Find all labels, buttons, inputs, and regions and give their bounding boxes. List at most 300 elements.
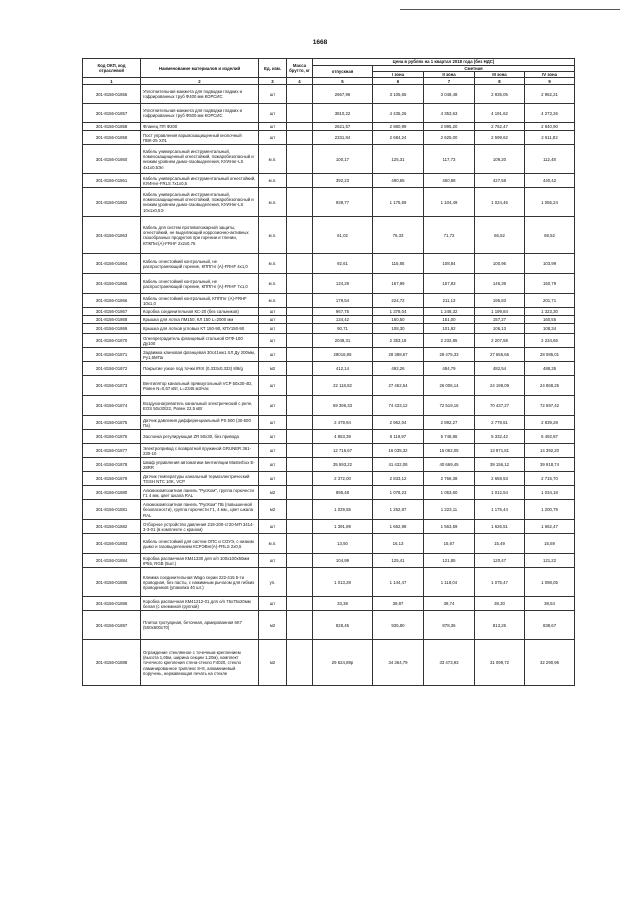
row-name: Шкаф управления автоматики вентиляции Masterbox E-28RR: [141, 458, 259, 472]
table-body: [83, 85, 575, 686]
table-row: [83, 458, 575, 472]
row-mass: [287, 444, 313, 458]
row-price-zone-4: 15,59: [525, 534, 575, 554]
row-unit: шт: [259, 334, 287, 348]
row-mass: [287, 348, 313, 362]
row-price-zone-3: 1 024,46: [475, 188, 525, 217]
header-zone-3: III зона: [475, 72, 525, 78]
row-mass: [287, 104, 313, 123]
header-name: Наименование материалов и изделий: [141, 59, 259, 78]
row-price-zone-4: 440,42: [525, 174, 575, 188]
row-price-otpusk: 69 396,33: [313, 396, 373, 416]
row-price-otpusk: 2621,57: [313, 123, 373, 131]
header-smetnaya: Сметная: [373, 66, 575, 72]
col-index: 2: [141, 78, 259, 85]
row-price-zone-1: 2 684,24: [373, 131, 424, 145]
row-mass: [287, 458, 313, 472]
row-name: Алюмокомпозитная панель "РусКом" ПБ (повышенной безопасности), группа горючести Г1, 4 мм., цвет шкала RAL: [141, 500, 259, 520]
col-index: 3: [259, 78, 287, 85]
row-price-zone-2: 2 895,20: [424, 123, 475, 131]
row-price-zone-4: 488,35: [525, 362, 575, 376]
table-row: [83, 145, 575, 174]
row-price-zone-4: 108,34: [525, 324, 575, 334]
row-name: Алюмокомпозитная панель "РусКом", группа горючести Г1 4 мм, цвет шкала RAL: [141, 486, 259, 500]
row-price-otpusk: 33,38: [313, 597, 373, 611]
row-code: 301-8156-01876: [83, 430, 141, 444]
row-mass: [287, 362, 313, 376]
row-code: 301-8156-01864: [83, 254, 141, 274]
row-unit: м.п.: [259, 188, 287, 217]
row-unit: шт: [259, 554, 287, 568]
row-price-zone-3: 482,54: [475, 362, 525, 376]
row-price-zone-3: 1 199,84: [475, 308, 525, 316]
row-mass: [287, 486, 313, 500]
row-price-zone-1: 29 388,67: [373, 348, 424, 362]
row-price-zone-2: 1 223,11: [424, 500, 475, 520]
row-price-zone-4: 121,22: [525, 554, 575, 568]
row-price-zone-2: 5 748,86: [424, 430, 475, 444]
row-price-zone-3: 106,13: [475, 324, 525, 334]
row-mass: [287, 568, 313, 597]
row-name: Заслонка регулирующая ZR 50х30, без привода: [141, 430, 259, 444]
row-name: Крышка для лотка ЛМ150, КЛ 150 L=2000 мм: [141, 316, 259, 324]
row-name: Кабель универсальный инструментальный огнестойкий, КУИНнг-FRLS 7х1х0,5: [141, 174, 259, 188]
row-mass: [287, 500, 313, 520]
row-unit: шт: [259, 376, 287, 396]
row-unit: м.п.: [259, 274, 287, 294]
row-price-zone-1: 2 962,04: [373, 416, 424, 430]
row-unit: м2: [259, 640, 287, 686]
row-price-zone-2: 2 766,38: [424, 472, 475, 486]
row-price-otpusk: 2331,84: [313, 131, 373, 145]
row-name: Электропривод с возвратной пружиной GRUNER 361-230-10: [141, 444, 259, 458]
row-price-zone-2: 1 118,04: [424, 568, 475, 597]
row-price-otpusk: 2 479,94: [313, 416, 373, 430]
row-code: 301-8156-01863: [83, 217, 141, 254]
row-price-otpusk: 1 029,55: [313, 500, 373, 520]
row-price-zone-2: 121,85: [424, 554, 475, 568]
row-unit: шт: [259, 85, 287, 104]
row-mass: [287, 416, 313, 430]
row-price-zone-2: 72 519,16: [424, 396, 475, 416]
row-mass: [287, 334, 313, 348]
row-price-zone-2: 4 353,63: [424, 104, 475, 123]
col-index: 6: [373, 78, 424, 85]
row-unit: шт: [259, 472, 287, 486]
row-price-zone-4: 160,55: [525, 316, 575, 324]
row-price-zone-1: 115,85: [373, 254, 424, 274]
row-name: Покрытие узкое под точки IRIX (0,333х0,333) 8/8/g: [141, 362, 259, 376]
row-price-zone-3: 2 599,62: [475, 131, 525, 145]
row-price-zone-4: 150,79: [525, 274, 575, 294]
table-row: [83, 131, 575, 145]
row-price-otpusk: 104,99: [313, 554, 373, 568]
row-name: Уплотнительная манжета для подводки гладких и гофрированных труб Ф400 мм КОРСИС: [141, 85, 259, 104]
row-price-zone-2: 40 669,45: [424, 458, 475, 472]
row-unit: шт: [259, 430, 287, 444]
row-code: 301-8156-01878: [83, 458, 141, 472]
row-price-zone-4: 1 662,47: [525, 520, 575, 534]
row-price-otpusk: 179,54: [313, 294, 373, 308]
row-price-zone-2: 2 892,27: [424, 416, 475, 430]
row-unit: м2: [259, 500, 287, 520]
col-index: 7: [424, 78, 475, 85]
row-code: 301-8156-01861: [83, 174, 141, 188]
row-price-zone-1: 1 252,87: [373, 500, 424, 520]
row-name: Датчик давления дифференциальный PS 500 (30-500 Па): [141, 416, 259, 430]
row-code: 301-8156-01860: [83, 145, 141, 174]
row-unit: шт: [259, 348, 287, 362]
row-unit: м2: [259, 486, 287, 500]
page-number: 1668: [312, 39, 328, 46]
col-index: 1: [83, 78, 141, 85]
row-price-zone-3: 5 332,42: [475, 430, 525, 444]
row-mass: [287, 188, 313, 217]
row-price-zone-3: 2 659,53: [475, 472, 525, 486]
row-name: Кабель огнестойкий контрольный, не распространяющий горение, КППГнг (А)-FRHF 4х1,0: [141, 254, 259, 274]
row-price-zone-1: 490,65: [373, 174, 424, 188]
row-code: 301-8156-01856: [83, 85, 141, 104]
row-name: Отборное устройство давления 218-200-ст20-МП 3414-3-3-01 (в комплекте с краном): [141, 520, 259, 534]
table-row: [83, 597, 575, 611]
row-name: Кабель огнестойкий контрольный, не распространяющий горение, КППГнг (А)-FRHF 7х1,0: [141, 274, 259, 294]
row-price-zone-4: 1 323,30: [525, 308, 575, 316]
row-mass: [287, 376, 313, 396]
row-price-zone-1: 125,41: [373, 554, 424, 568]
table-row: [83, 611, 575, 640]
row-price-zone-3: 1 075,47: [475, 568, 525, 597]
table-row: [83, 500, 575, 520]
row-price-zone-2: 460,98: [424, 174, 475, 188]
row-price-zone-1: 27 462,54: [373, 376, 424, 396]
table-row: [83, 568, 575, 597]
table-row: [83, 640, 575, 686]
row-code: 301-8156-01871: [83, 348, 141, 362]
row-name: Фланец ПП Ф200: [141, 123, 259, 131]
col-index: 8: [475, 78, 525, 85]
row-price-zone-4: 1 098,05: [525, 568, 575, 597]
row-name: Вентилятор канальный прямоугольный VCP 50х30-4D, Ровен N=0,67 кВт, L=2345 м3/час: [141, 376, 259, 396]
row-mass: [287, 123, 313, 131]
row-price-zone-3: 1 175,44: [475, 500, 525, 520]
row-price-zone-4: 2 715,70: [525, 472, 575, 486]
table-row: [83, 486, 575, 500]
row-code: 301-8156-01884: [83, 554, 141, 568]
row-price-zone-4: 2 234,65: [525, 334, 575, 348]
row-price-otpusk: 412,14: [313, 362, 373, 376]
row-price-otpusk: 92,61: [313, 254, 373, 274]
row-price-zone-3: 2 207,58: [475, 334, 525, 348]
row-code: 301-8156-01868: [83, 316, 141, 324]
row-price-zone-4: 72 697,42: [525, 396, 575, 416]
row-unit: м.п.: [259, 254, 287, 274]
header-code: Код ОКП, код отраслевой: [83, 59, 141, 78]
row-name: Огнепреградитель фланцевый стальной ОГФ-100 Ду100: [141, 334, 259, 348]
row-price-zone-2: 28 475,33: [424, 348, 475, 362]
row-price-otpusk: 22 118,82: [313, 376, 373, 396]
row-unit: уп.: [259, 568, 287, 597]
row-code: 301-8156-01869: [83, 324, 141, 334]
row-name: Задвижка клиновая фланцевая 30с41нж1 ХЛ Ду 200мм, Ру1,6МПа: [141, 348, 259, 362]
header-zone-4: IV зона: [525, 72, 575, 78]
row-mass: [287, 217, 313, 254]
row-price-zone-1: 16 035,32: [373, 444, 424, 458]
row-code: 301-8156-01874: [83, 396, 141, 416]
row-code: 301-8156-01862: [83, 188, 141, 217]
row-unit: шт: [259, 444, 287, 458]
table-row: [83, 274, 575, 294]
row-code: 301-8156-01859: [83, 131, 141, 145]
row-price-zone-1: 4 435,26: [373, 104, 424, 123]
row-unit: м.п.: [259, 534, 287, 554]
row-code: 301-8156-01857: [83, 104, 141, 123]
row-price-zone-3: 195,83: [475, 294, 525, 308]
table-row: [83, 396, 575, 416]
row-price-zone-4: 24 868,25: [525, 376, 575, 396]
row-price-zone-1: 16,13: [373, 534, 424, 554]
row-price-otpusk: 967,75: [313, 308, 373, 316]
row-price-otpusk: 100,17: [313, 145, 373, 174]
row-price-zone-3: 66,52: [475, 217, 525, 254]
row-name: Кабель для систем противопожарной защиты, огнестойкий, не выделяющий коррозионно-активных газообразных продуктов при горении и тлении, КПКПнг(А)-FRHF 2х2х0,75: [141, 217, 259, 254]
header-price: Цена в рублях на 1 квартал 2018 года (без НДС): [313, 59, 575, 66]
row-price-zone-1: 1 144,47: [373, 568, 424, 597]
column-index-row: [83, 78, 575, 85]
row-unit: шт: [259, 131, 287, 145]
row-name: Коробка распаечная КМ41330 для о/п 100х100х50мм IP55, RGB (5шт.): [141, 554, 259, 568]
row-code: 301-8156-01888: [83, 640, 141, 686]
row-price-zone-3: 813,26: [475, 611, 525, 640]
row-price-zone-4: 2 840,90: [525, 123, 575, 131]
row-unit: м.п.: [259, 294, 287, 308]
row-price-zone-1: 41 432,08: [373, 458, 424, 472]
row-price-zone-3: 15,49: [475, 534, 525, 554]
row-price-zone-1: 3 105,65: [373, 85, 424, 104]
row-name: Воздухонагреватель канальный электрический с реле, EOS 50х30/22, Ровен 22,5 кВт: [141, 396, 259, 416]
row-price-zone-2: 117,73: [424, 145, 475, 174]
row-price-otpusk: 90,71: [313, 324, 373, 334]
row-code: 301-8156-01887: [83, 611, 141, 640]
row-price-zone-3: 1 626,51: [475, 520, 525, 534]
row-price-zone-2: 151,00: [424, 316, 475, 324]
row-mass: [287, 534, 313, 554]
row-unit: м.п.: [259, 174, 287, 188]
row-price-zone-1: 34 364,79: [373, 640, 424, 686]
row-price-zone-1: 1 078,23: [373, 486, 424, 500]
row-price-zone-1: 167,99: [373, 274, 424, 294]
table-row: [83, 308, 575, 316]
row-unit: м2: [259, 362, 287, 376]
row-mass: [287, 254, 313, 274]
row-name: Коробка распаечная КМ41212-01 для о/п 75х75х20мм белая (с клеммной группой): [141, 597, 259, 611]
table-row: [83, 416, 575, 430]
row-unit: шт: [259, 458, 287, 472]
row-code: 301-8156-01883: [83, 534, 141, 554]
row-price-zone-1: 1 175,59: [373, 188, 424, 217]
row-price-zone-3: 27 655,66: [475, 348, 525, 362]
row-price-zone-1: 1 662,98: [373, 520, 424, 534]
row-price-zone-2: 157,83: [424, 274, 475, 294]
row-price-otpusk: 2048,31: [313, 334, 373, 348]
row-price-otpusk: 61,02: [313, 217, 373, 254]
row-name: Уплотнительная манжета для подводки гладких и гофрированных труб Ф500 мм КОРСИС: [141, 104, 259, 123]
table-row: [83, 104, 575, 123]
row-price-zone-3: 2 779,51: [475, 416, 525, 430]
row-price-otpusk: 4 853,39: [313, 430, 373, 444]
table-row: [83, 362, 575, 376]
row-mass: [287, 324, 313, 334]
row-mass: [287, 145, 313, 174]
row-price-zone-2: 26 006,14: [424, 376, 475, 396]
row-name: Кабель огнестойкий контрольный, КППГнг (А)-FRHF 10х1,0: [141, 294, 259, 308]
row-price-zone-1: 6 118,97: [373, 430, 424, 444]
row-code: 301-8156-01870: [83, 334, 141, 348]
row-price-otpusk: 895,48: [313, 486, 373, 500]
row-code: 301-8156-01881: [83, 500, 141, 520]
row-price-zone-3: 39 156,12: [475, 458, 525, 472]
table-row: [83, 444, 575, 458]
row-price-zone-4: 68,52: [525, 217, 575, 254]
row-name: Ограждение стеклянное с точечным креплением (высота 1,65м, ширина секции 1,20м), комплект точечного крепления стена-стекло F4020, стекло ламинированное триплекс 8+8, алюминиевый поручень, нержавеющая печать на стекле: [141, 640, 259, 686]
row-price-zone-3: 109,20: [475, 145, 525, 174]
row-price-zone-1: 125,31: [373, 145, 424, 174]
row-unit: м.п.: [259, 217, 287, 254]
row-price-zone-2: 15 062,05: [424, 444, 475, 458]
row-mass: [287, 611, 313, 640]
table-row: [83, 334, 575, 348]
row-unit: шт: [259, 597, 287, 611]
row-price-otpusk: 13,50: [313, 534, 373, 554]
table-row: [83, 348, 575, 362]
row-price-zone-3: 38,30: [475, 597, 525, 611]
row-price-otpusk: 2667,96: [313, 85, 373, 104]
row-price-otpusk: 35 593,22: [313, 458, 373, 472]
table-row: [83, 254, 575, 274]
row-code: 301-8156-01886: [83, 597, 141, 611]
row-price-zone-2: 878,36: [424, 611, 475, 640]
row-price-zone-2: 1 104,49: [424, 188, 475, 217]
row-price-zone-4: 201,71: [525, 294, 575, 308]
row-price-zone-3: 427,58: [475, 174, 525, 188]
top-rule: [400, 9, 620, 10]
row-price-zone-2: 3 048,48: [424, 85, 475, 104]
row-price-zone-4: 38,54: [525, 597, 575, 611]
row-price-zone-2: 211,13: [424, 294, 475, 308]
row-price-zone-1: 108,30: [373, 324, 424, 334]
row-price-zone-2: 1 248,32: [424, 308, 475, 316]
row-price-zone-4: 5 492,87: [525, 430, 575, 444]
row-mass: [287, 640, 313, 686]
row-price-otpusk: 3810,22: [313, 104, 373, 123]
row-price-zone-3: 146,39: [475, 274, 525, 294]
row-mass: [287, 294, 313, 308]
row-price-zone-2: 15,67: [424, 534, 475, 554]
table-row: [83, 294, 575, 308]
row-mass: [287, 316, 313, 324]
header-mass: Масса брутто, кг: [287, 59, 313, 78]
row-price-zone-3: 120,47: [475, 554, 525, 568]
table-row: [83, 174, 575, 188]
row-price-zone-4: 4 273,26: [525, 104, 575, 123]
row-price-zone-2: 2 625,00: [424, 131, 475, 145]
row-price-zone-4: 838,67: [525, 611, 575, 640]
table-row: [83, 217, 575, 254]
header-zone-1: I зона: [373, 72, 424, 78]
row-price-zone-4: 103,99: [525, 254, 575, 274]
row-price-zone-4: 2 611,82: [525, 131, 575, 145]
col-index: 5: [313, 78, 373, 85]
table-row: [83, 123, 575, 131]
row-price-zone-2: 1 563,59: [424, 520, 475, 534]
row-price-zone-4: 1 055,24: [525, 188, 575, 217]
row-price-zone-3: 1 012,54: [475, 486, 525, 500]
table-row: [83, 316, 575, 324]
row-mass: [287, 131, 313, 145]
row-price-zone-4: 1 034,18: [525, 486, 575, 500]
row-mass: [287, 430, 313, 444]
row-mass: [287, 174, 313, 188]
row-code: 301-8156-01873: [83, 376, 141, 396]
row-price-otpusk: 29 624,89р: [313, 640, 373, 686]
row-price-otpusk: 28016,95: [313, 348, 373, 362]
row-name: Коробка соединительная КС-20 (без сальников): [141, 308, 259, 316]
row-name: Пост управления взрывозащищенный кнопочный ПВК-25 ХЛ1: [141, 131, 259, 145]
row-name: Кабель универсальный инструментальный, помехозащищенный огнестойкий, пожаробезопасный и низким уровнем дымо-газовыделения, КУИНнг-LS 10х1х0,5Э: [141, 188, 259, 217]
row-code: 301-8156-01885: [83, 568, 141, 597]
row-price-zone-2: 2 232,85: [424, 334, 475, 348]
row-unit: шт: [259, 104, 287, 123]
row-mass: [287, 472, 313, 486]
row-price-zone-2: 33 473,93: [424, 640, 475, 686]
row-price-otpusk: 2 372,00: [313, 472, 373, 486]
table-row: [83, 188, 575, 217]
row-code: 301-8156-01880: [83, 486, 141, 500]
row-unit: шт: [259, 396, 287, 416]
row-mass: [287, 85, 313, 104]
row-price-zone-3: 100,96: [475, 254, 525, 274]
price-table: [82, 58, 575, 686]
row-price-zone-1: 2 980,99: [373, 123, 424, 131]
table-row: [83, 472, 575, 486]
row-name: Кабель огнестойкий для систем ОПС и СОУЭ, с низким дымо и газовыделением КСРЭВнг(А)-FRLS 2х0,5: [141, 534, 259, 554]
row-name: Плитка тротуарная, бетонная, армированная 6К7 (500х500х70): [141, 611, 259, 640]
row-price-otpusk: 828,45: [313, 611, 373, 640]
row-price-zone-1: 74 433,12: [373, 396, 424, 416]
row-price-zone-3: 4 191,62: [475, 104, 525, 123]
row-price-zone-1: 492,26: [373, 362, 424, 376]
row-price-zone-3: 13 971,81: [475, 444, 525, 458]
row-price-zone-1: 160,50: [373, 316, 424, 324]
row-code: 301-8156-01865: [83, 274, 141, 294]
row-price-zone-2: 1 053,60: [424, 486, 475, 500]
table-row: [83, 430, 575, 444]
row-price-zone-4: 39 918,74: [525, 458, 575, 472]
row-code: 301-8156-01867: [83, 308, 141, 316]
row-price-zone-3: 157,27: [475, 316, 525, 324]
row-price-zone-1: 1 378,04: [373, 308, 424, 316]
table-row: [83, 324, 575, 334]
row-unit: шт: [259, 308, 287, 316]
row-mass: [287, 520, 313, 534]
row-price-zone-3: 2 762,47: [475, 123, 525, 131]
row-name: Крышка для лотков угловых КТ 150-90, КПУ150-90: [141, 324, 259, 334]
row-unit: м2: [259, 611, 287, 640]
col-index: 4: [287, 78, 313, 85]
row-mass: [287, 274, 313, 294]
header-otpusk: отпускная: [313, 66, 373, 78]
row-price-zone-3: 31 099,72: [475, 640, 525, 686]
row-unit: шт: [259, 123, 287, 131]
